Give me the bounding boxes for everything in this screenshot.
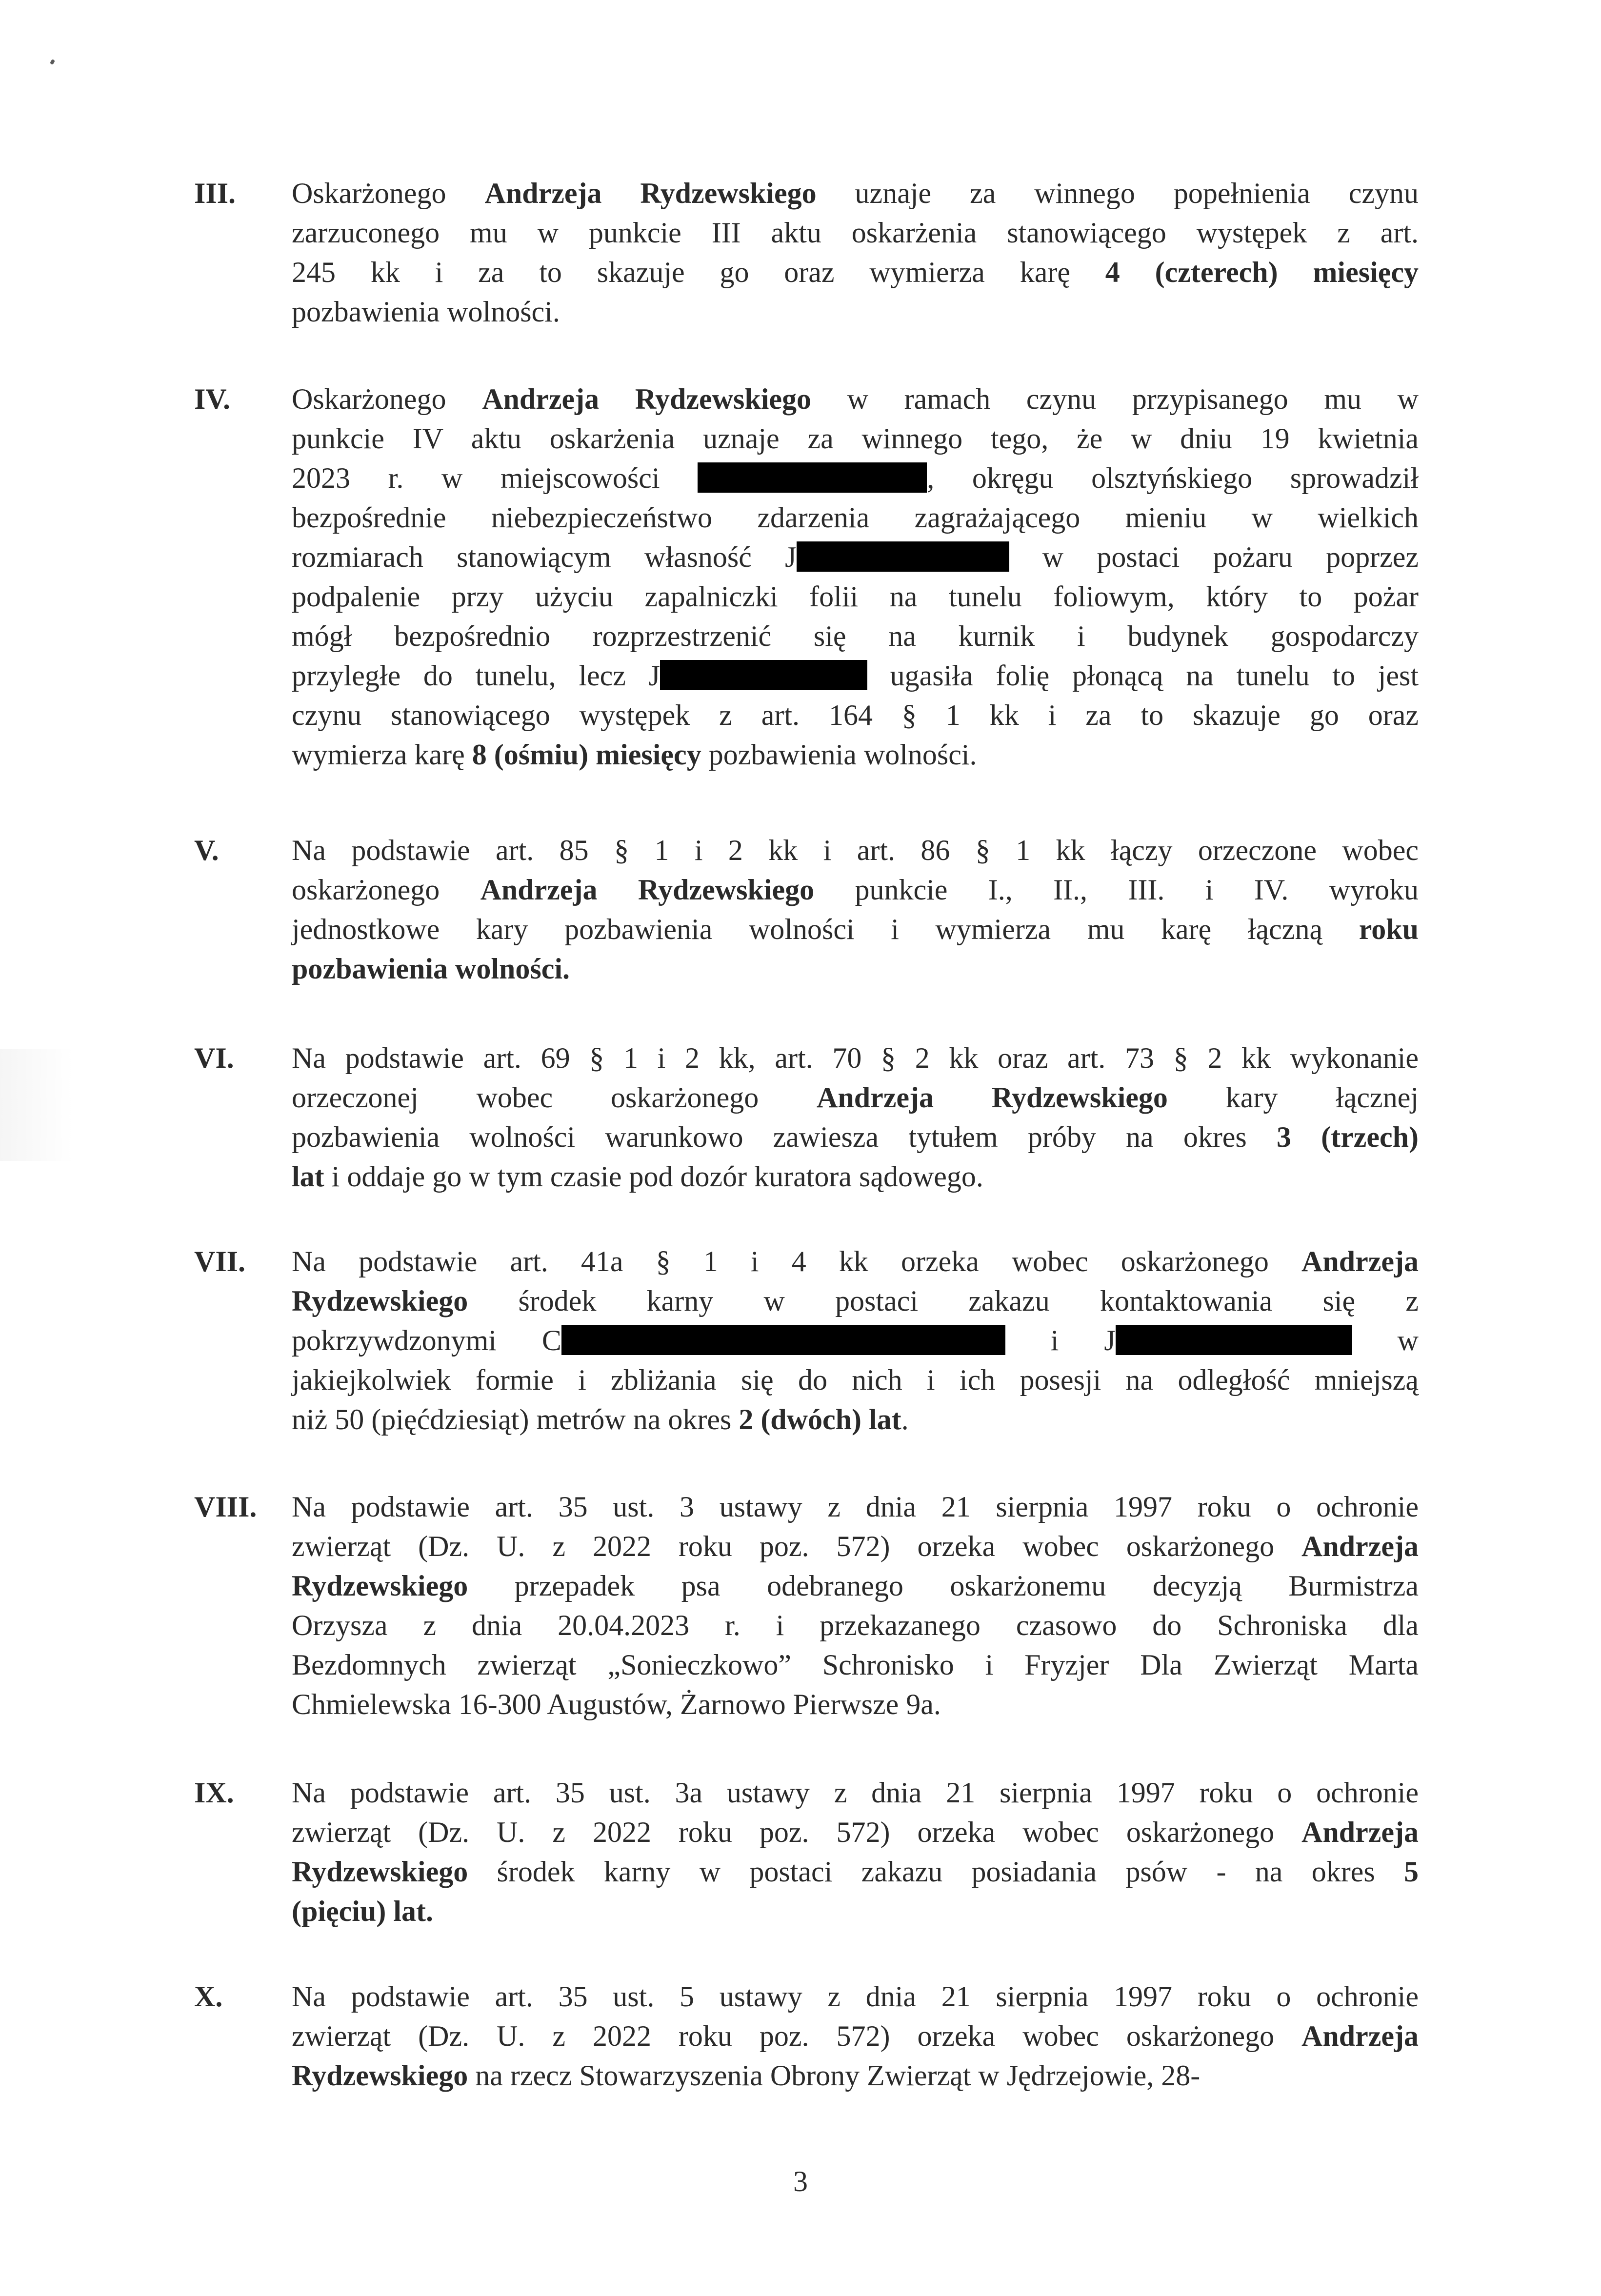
section-numeral: VII. <box>194 1245 246 1278</box>
text-run: wymierza karę <box>292 739 472 771</box>
text-run: oskarżonego <box>292 874 480 906</box>
text-line <box>292 1852 1419 1892</box>
bold-text: Rydzewskiego <box>292 1856 468 1888</box>
text-run: punkcie I., II., III. i IV. wyroku <box>814 874 1419 906</box>
bold-text: Andrzeja <box>1301 2020 1419 2052</box>
redaction-box <box>561 1325 1005 1355</box>
text-run: zwierząt (Dz. U. z 2022 roku poz. 572) orzeka wobec oskarżonego <box>292 1816 1302 1848</box>
text-line <box>292 379 1419 419</box>
bold-text: Andrzeja Rydzewskiego <box>482 383 812 415</box>
text-run: jednostkowe kary pozbawienia wolności i wymierza mu karę łączną <box>292 913 1359 945</box>
section-text <box>292 831 1419 989</box>
section-numeral: VI. <box>194 1042 234 1074</box>
text-run: bezpośrednie niebezpieczeństwo zdarzenia zagrażającego mieniu w wielkich <box>292 501 1419 534</box>
text-line <box>292 1566 1419 1606</box>
text-line <box>292 1527 1419 1566</box>
text-line <box>292 2016 1419 2056</box>
text-run: na rzecz Stowarzyszenia Obrony Zwierząt w Jędrzejowie, 28- <box>468 2059 1201 2092</box>
text-line <box>292 617 1419 656</box>
text-line <box>292 1977 1419 2016</box>
text-line <box>292 459 1419 498</box>
text-run: 2023 r. w miejscowości <box>292 462 698 494</box>
bold-text: (pięciu) lat. <box>292 1895 433 1927</box>
text-line <box>292 1813 1419 1852</box>
text-line <box>292 1078 1419 1118</box>
text-run: Oskarżonego <box>292 177 485 209</box>
text-line <box>292 1038 1419 1078</box>
text-run: pokrzywdzonymi C <box>292 1324 561 1357</box>
text-run: Chmielewska 16-300 Augustów, Żarnowo Pierwsze 9a. <box>292 1688 941 1720</box>
text-line <box>292 1360 1419 1400</box>
text-run: Bezdomnych zwierząt „Sonieczkowo” Schronisko i Fryzjer Dla Zwierząt Marta <box>292 1649 1419 1681</box>
text-line <box>292 1400 1419 1439</box>
text-run: zwierząt (Dz. U. z 2022 roku poz. 572) orzeka wobec oskarżonego <box>292 1530 1302 1562</box>
text-run: Na podstawie art. 41a § 1 i 4 kk orzeka wobec oskarżonego <box>292 1245 1302 1278</box>
text-run: pozbawienia wolności. <box>701 739 977 771</box>
text-run: w ramach czynu przypisanego mu w <box>811 383 1419 415</box>
text-line <box>292 910 1419 949</box>
text-line <box>292 949 1419 989</box>
text-run: Na podstawie art. 69 § 1 i 2 kk, art. 70 § 2 kk oraz art. 73 § 2 kk wykonanie <box>292 1042 1419 1074</box>
text-run: pozbawienia wolności warunkowo zawiesza tytułem próby na okres <box>292 1121 1277 1153</box>
text-run: , okręgu olsztyńskiego sprowadził <box>927 462 1419 494</box>
section-text <box>292 1242 1419 1439</box>
text-run: kary łącznej <box>1167 1081 1419 1114</box>
text-run: i J <box>1005 1324 1116 1357</box>
bold-text: Andrzeja Rydzewskiego <box>484 177 817 209</box>
text-run: 245 kk i za to skazuje go oraz wymierza karę <box>292 256 1105 288</box>
text-line <box>292 498 1419 538</box>
text-run: w postaci pożaru poprzez <box>1009 541 1419 573</box>
text-line <box>292 696 1419 735</box>
bold-text: roku <box>1359 913 1419 945</box>
text-line <box>292 1321 1419 1360</box>
bold-text: 8 (ośmiu) miesięcy <box>472 739 701 771</box>
text-line <box>292 213 1419 253</box>
text-line <box>292 1157 1419 1197</box>
redaction-box <box>660 660 867 690</box>
text-run: Na podstawie art. 35 ust. 3 ustawy z dnia 21 sierpnia 1997 roku o ochronie <box>292 1491 1419 1523</box>
text-line <box>292 174 1419 213</box>
text-line <box>292 419 1419 459</box>
text-line <box>292 870 1419 910</box>
scan-speck <box>50 59 55 65</box>
text-run: zarzuconego mu w punkcie III aktu oskarżenia stanowiącego występek z art. <box>292 217 1419 249</box>
text-run: czynu stanowiącego występek z art. 164 § 1 kk i za to skazuje go oraz <box>292 699 1419 731</box>
bold-text: Rydzewskiego <box>292 2059 468 2092</box>
text-run: rozmiarach stanowiącym własność J <box>292 541 797 573</box>
section-text <box>292 1773 1419 1931</box>
bold-text: Andrzeja Rydzewskiego <box>480 874 815 906</box>
text-run: przepadek psa odebranego oskarżonemu decyzją Burmistrza <box>468 1570 1419 1602</box>
bold-text: Andrzeja <box>1301 1816 1419 1848</box>
text-line <box>292 538 1419 577</box>
text-line <box>292 1242 1419 1281</box>
text-line <box>292 735 1419 775</box>
text-run: i oddaje go w tym czasie pod dozór kuratora sądowego. <box>324 1160 983 1193</box>
text-run: uznaje za winnego popełnienia czynu <box>816 177 1419 209</box>
text-line <box>292 253 1419 292</box>
text-run: zwierząt (Dz. U. z 2022 roku poz. 572) orzeka wobec oskarżonego <box>292 2020 1302 2052</box>
section-text <box>292 174 1419 332</box>
text-run: środek karny w postaci zakazu kontaktowania się z <box>468 1285 1419 1317</box>
redaction-box <box>797 541 1009 572</box>
section-text <box>292 379 1419 775</box>
scan-smudge <box>0 1049 73 1161</box>
text-run: . <box>901 1403 909 1436</box>
section-numeral: VIII. <box>194 1491 257 1523</box>
redaction-box <box>1116 1325 1352 1355</box>
text-line <box>292 1281 1419 1321</box>
section-text <box>292 1038 1419 1197</box>
text-run: pozbawienia wolności. <box>292 296 560 328</box>
section-numeral: X. <box>194 1980 223 2013</box>
section-numeral: III. <box>194 177 236 209</box>
bold-text: Andrzeja <box>1301 1530 1419 1562</box>
text-line <box>292 1773 1419 1813</box>
text-run: ugasiła folię płonącą na tunelu to jest <box>867 659 1419 692</box>
bold-text: lat <box>292 1160 324 1193</box>
bold-text: 3 (trzech) <box>1276 1121 1419 1153</box>
section-text <box>292 1977 1419 2096</box>
text-run: orzeczonej wobec oskarżonego <box>292 1081 817 1114</box>
text-run: środek karny w postaci zakazu posiadania psów - na okres <box>468 1856 1404 1888</box>
text-run: Na podstawie art. 35 ust. 5 ustawy z dnia 21 sierpnia 1997 roku o ochronie <box>292 1980 1419 2013</box>
bold-text: 4 (czterech) miesięcy <box>1105 256 1419 288</box>
text-run: Na podstawie art. 85 § 1 i 2 kk i art. 86 § 1 kk łączy orzeczone wobec <box>292 834 1419 866</box>
page-number: 3 <box>793 2165 808 2197</box>
text-line <box>292 1645 1419 1685</box>
text-run: Oskarżonego <box>292 383 482 415</box>
redaction-box <box>698 462 927 493</box>
text-line <box>292 1685 1419 1724</box>
text-line <box>292 1606 1419 1645</box>
bold-text: Rydzewskiego <box>292 1570 468 1602</box>
text-run: mógł bezpośrednio rozprzestrzenić się na kurnik i budynek gospodarczy <box>292 620 1419 652</box>
bold-text: Rydzewskiego <box>292 1285 468 1317</box>
text-run: przyległe do tunelu, lecz J <box>292 659 660 692</box>
bold-text: Andrzeja Rydzewskiego <box>817 1081 1168 1114</box>
text-line <box>292 1892 1419 1931</box>
section-numeral: IX. <box>194 1777 234 1809</box>
text-line <box>292 577 1419 617</box>
bold-text: 5 <box>1404 1856 1419 1888</box>
text-line <box>292 656 1419 696</box>
text-run: Orzysza z dnia 20.04.2023 r. i przekazanego czasowo do Schroniska dla <box>292 1609 1419 1641</box>
bold-text: Andrzeja <box>1301 1245 1419 1278</box>
text-line <box>292 2056 1419 2096</box>
section-text <box>292 1487 1419 1724</box>
text-run: podpalenie przy użyciu zapalniczki folii na tunelu foliowym, który to pożar <box>292 580 1419 613</box>
bold-text: pozbawienia wolności. <box>292 953 570 985</box>
section-numeral: V. <box>194 834 219 866</box>
text-line <box>292 292 1419 332</box>
text-run: niż 50 (pięćdziesiąt) metrów na okres <box>292 1403 739 1436</box>
text-run: punkcie IV aktu oskarżenia uznaje za winnego tego, że w dniu 19 kwietnia <box>292 422 1419 455</box>
bold-text: 2 (dwóch) lat <box>739 1403 901 1436</box>
text-line <box>292 1487 1419 1527</box>
text-run: w <box>1352 1324 1419 1357</box>
text-run: Na podstawie art. 35 ust. 3a ustawy z dnia 21 sierpnia 1997 roku o ochronie <box>292 1777 1419 1809</box>
text-line <box>292 831 1419 870</box>
text-line <box>292 1118 1419 1157</box>
section-numeral: IV. <box>194 383 230 415</box>
text-run: jakiejkolwiek formie i zbliżania się do nich i ich posesji na odległość mniejszą <box>292 1364 1419 1396</box>
